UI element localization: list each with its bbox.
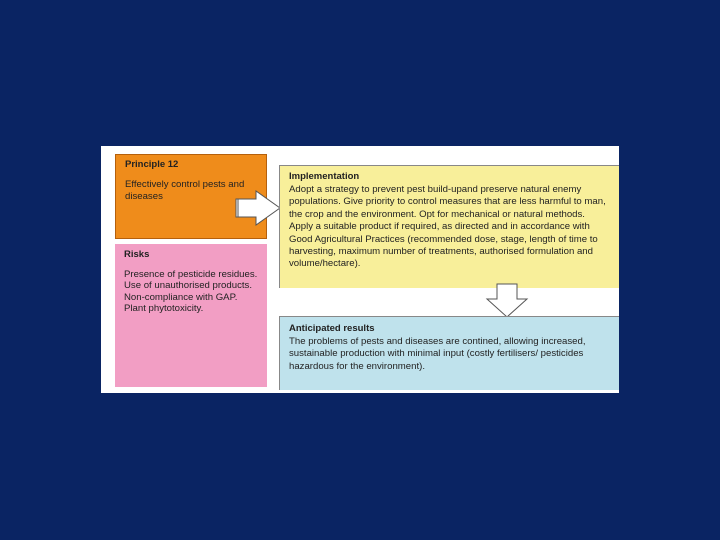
risk-item: Use of unauthorised products. [124, 280, 252, 292]
principle-text: Effectively control pests and diseases [125, 179, 245, 203]
right-arrow-icon [234, 189, 282, 227]
down-arrow-icon [483, 283, 531, 319]
risks-box [115, 244, 267, 387]
risk-item: Non-compliance with GAP. [124, 291, 238, 303]
risk-item: Presence of pesticide residues. [124, 269, 258, 280]
diagram-panel [101, 146, 619, 393]
implementation-title: Implementation [289, 171, 360, 182]
risks-title: Risks [124, 249, 150, 260]
results-title: Anticipated results [289, 323, 375, 334]
risk-item: Plant phytotoxicity. [124, 302, 204, 314]
implementation-text: Adopt a strategy to prevent pest build-upand preserve natural enemy populations. Give priority to control measures that are less harmful to man, the crop and the environment. Opt for mechanical or natural methods. Apply a suitable product if required, as directed and in accordance with Good Agricultural Practices (recommended dose, stage, length of time to harvesting, maximum number of treatments, authorised formulation and volume/hectare). [289, 184, 606, 270]
implementation-box [279, 165, 619, 288]
principle-title: Principle 12 [125, 159, 179, 170]
results-box [279, 316, 619, 390]
results-text: The problems of pests and diseases are contined, allowing increased, sustainable production with minimal input (costly fertilisers/ pesticides hazardous for the environment). [289, 336, 586, 372]
